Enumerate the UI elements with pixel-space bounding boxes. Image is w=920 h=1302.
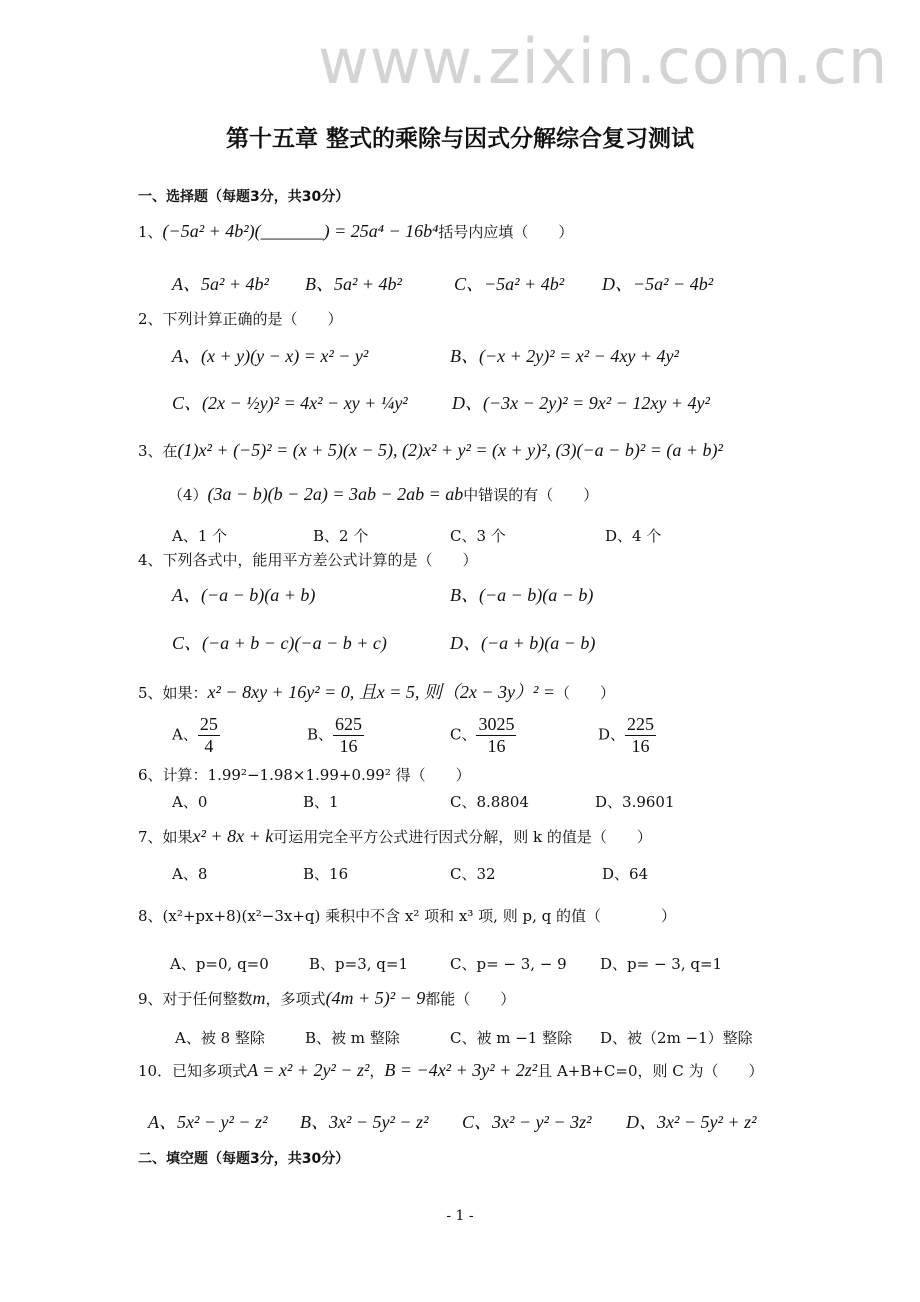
option-c: C、被 m −1 整除: [450, 1029, 573, 1047]
option-b: B、p=3, q=1: [309, 955, 408, 973]
option-b: B、(−a − b)(a − b): [450, 585, 594, 605]
question-5: [138, 678, 615, 704]
option-c: C、(−a + b − c)(−a − b + c): [172, 633, 387, 653]
option-b: B、3x² − 5y² − z²: [300, 1112, 429, 1132]
question-text: ，多项式: [265, 990, 326, 1008]
math-variable: m: [252, 988, 266, 1008]
numerator: 25: [199, 714, 218, 734]
option-a: A、8: [172, 865, 208, 883]
math-expression: (−5a² + 4b²)(_______) = 25a⁴ − 16b⁴: [162, 221, 439, 241]
option-a: [172, 714, 220, 757]
option-b: B、被 m 整除: [305, 1029, 400, 1047]
section-heading-fill-blank: 二、填空题（每题3分，共30分）: [138, 1151, 350, 1167]
question-number: 3、在: [138, 442, 178, 460]
option-b: B、16: [303, 865, 349, 883]
option-a: A、被 8 整除: [175, 1029, 265, 1047]
watermark: www.zixin.com.cn: [318, 25, 889, 98]
option-label: D、: [598, 725, 626, 744]
numerator: 625: [335, 714, 363, 734]
question-text: 中错误的有（ ）: [463, 486, 599, 504]
math-expression: x² − 8xy + 16y² = 0, 且x = 5, 则（2x − 3y）² =: [207, 682, 556, 702]
math-expression: B = −4x² + 3y² + 2z²: [384, 1060, 538, 1080]
fraction: [198, 714, 220, 757]
item-label: （4）: [168, 486, 208, 504]
question-6: 6、计算：1.99²−1.98×1.99+0.99² 得（ ）: [138, 766, 471, 784]
question-2: 2、下列计算正确的是（ ）: [138, 310, 343, 328]
option-d: D、3.9601: [595, 793, 675, 811]
fraction: [476, 714, 516, 757]
option-b: B、(−x + 2y)² = x² − 4xy + 4y²: [450, 346, 679, 366]
question-8: 8、(x²+px+8)(x²−3x+q) 乘积中不含 x² 项和 x³ 项, 则 p, q 的值（ ）: [138, 907, 676, 925]
question-number: 7、如果: [138, 828, 193, 846]
math-expression: A = x² + 2y² − z²: [247, 1060, 370, 1080]
option-a: A、p=0, q=0: [170, 955, 269, 973]
question-3-line-2: [168, 484, 598, 505]
option-c: C、8.8804: [450, 793, 529, 811]
option-c: C、32: [450, 865, 496, 883]
question-3: [138, 440, 723, 461]
question-7: [138, 826, 652, 847]
option-c: [450, 714, 516, 757]
option-b: B、5a² + 4b²: [305, 274, 402, 294]
numerator: 225: [627, 714, 655, 734]
math-expression: (4m + 5)² − 9: [325, 988, 426, 1008]
denominator: 16: [339, 736, 358, 756]
question-text: 都能（ ）: [425, 990, 516, 1008]
separator: ，: [369, 1062, 385, 1080]
option-d: [598, 714, 656, 757]
option-d: D、3x² − 5y² + z²: [626, 1112, 757, 1132]
question-text: 可运用完全平方公式进行因式分解，则 k 的值是（ ）: [273, 828, 652, 846]
question-4: 4、下列各式中，能用平方差公式计算的是（ ）: [138, 551, 478, 569]
option-b: [307, 714, 364, 757]
page-number: - 1 -: [446, 1208, 474, 1224]
option-c: C、3x² − y² − 3z²: [462, 1112, 592, 1132]
option-a: A、1 个: [172, 527, 228, 545]
fraction: [333, 714, 364, 757]
option-label: C、: [450, 725, 477, 744]
option-c: C、−5a² + 4b²: [454, 274, 565, 294]
option-d: D、p= − 3, q=1: [600, 955, 723, 973]
option-c: C、3 个: [450, 527, 506, 545]
numerator: 3025: [478, 714, 515, 734]
option-b: B、1: [303, 793, 339, 811]
option-d: D、(−a + b)(a − b): [450, 633, 596, 653]
question-number: 5、如果：: [138, 684, 208, 702]
denominator: 4: [204, 736, 214, 756]
option-d: D、−5a² − 4b²: [602, 274, 714, 294]
option-label: A、: [172, 725, 198, 744]
option-a: A、(x + y)(y − x) = x² − y²: [172, 346, 369, 366]
option-d: D、4 个: [605, 527, 662, 545]
answer-blank: （ ）: [555, 684, 616, 702]
option-a: A、(−a − b)(a + b): [172, 585, 316, 605]
denominator: 16: [631, 736, 650, 756]
option-a: A、5a² + 4b²: [172, 274, 269, 294]
option-c: C、p= − 3, − 9: [450, 955, 567, 973]
option-a: A、0: [172, 793, 208, 811]
option-d: D、64: [602, 865, 649, 883]
question-number: 1、: [138, 223, 163, 241]
fraction: [625, 714, 656, 757]
math-expression: (1)x² + (−5)² = (x + 5)(x − 5), (2)x² + y² = (x + y)², (3)(−a − b)² = (a + b)²: [177, 440, 723, 460]
question-text: 括号内应填（ ）: [438, 223, 574, 241]
option-a: A、5x² − y² − z²: [148, 1112, 268, 1132]
option-label: B、: [307, 725, 334, 744]
math-expression: x² + 8x + k: [192, 826, 274, 846]
question-number: 10．已知多项式: [138, 1062, 248, 1080]
option-b: B、2 个: [313, 527, 369, 545]
denominator: 16: [487, 736, 506, 756]
document-title: 第十五章 整式的乘除与因式分解综合复习测试: [225, 126, 694, 152]
option-c: C、(2x − ½y)² = 4x² − xy + ¼y²: [172, 393, 408, 413]
section-heading-choice: 一、选择题（每题3分，共30分）: [138, 189, 350, 205]
question-text: 且 A+B+C=0，则 C 为（ ）: [537, 1062, 764, 1080]
option-d: D、被（2m −1）整除: [600, 1029, 753, 1047]
question-9: [138, 988, 515, 1009]
question-1: [138, 221, 573, 242]
question-number: 9、对于任何整数: [138, 990, 253, 1008]
math-expression: (3a − b)(b − 2a) = 3ab − 2ab = ab: [207, 484, 464, 504]
question-10: [138, 1060, 764, 1081]
option-d: D、(−3x − 2y)² = 9x² − 12xy + 4y²: [452, 393, 710, 413]
